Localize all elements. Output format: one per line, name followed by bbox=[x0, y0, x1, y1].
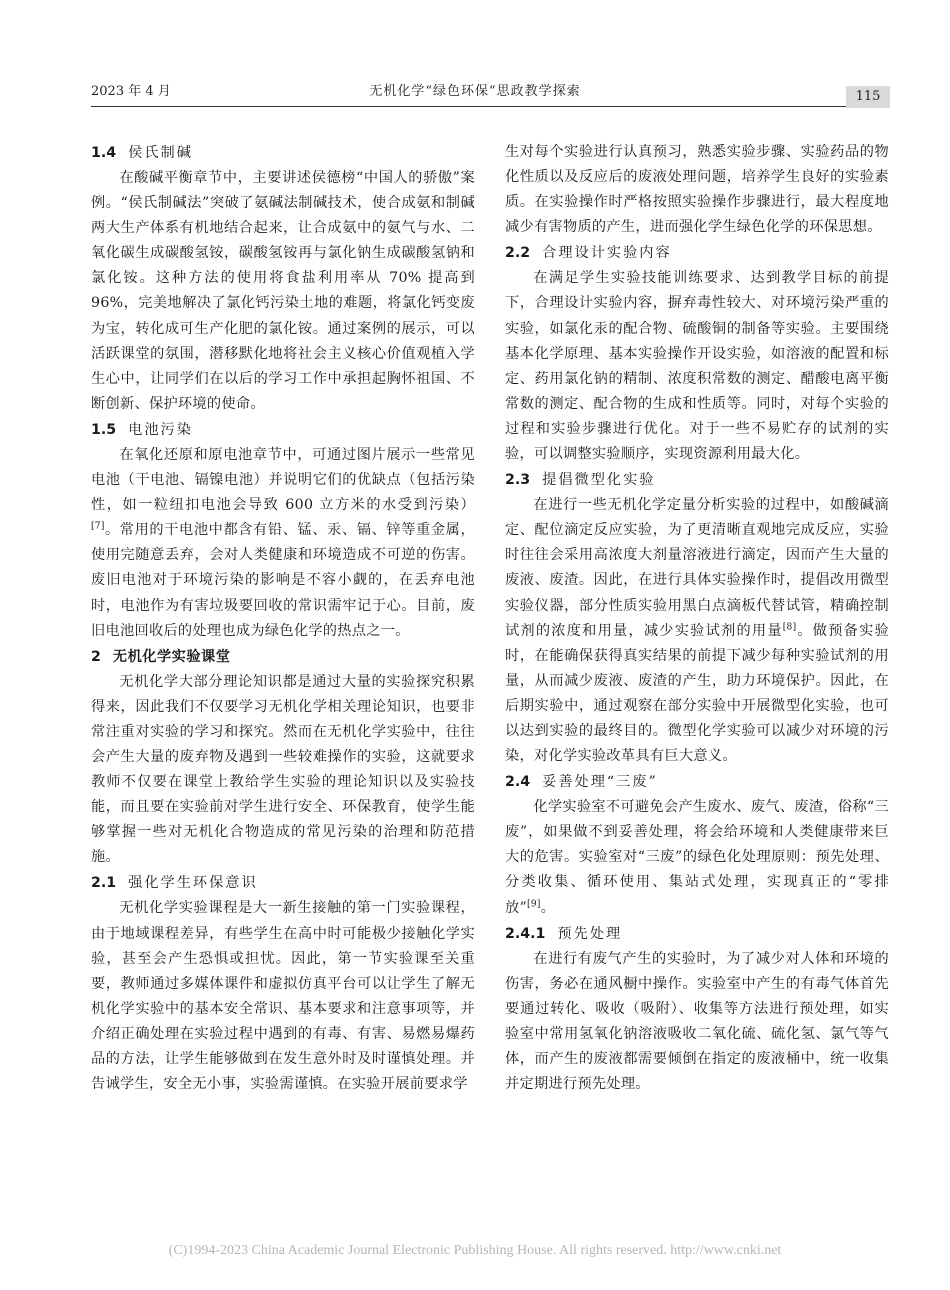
paragraph-2-1-continued: 生对每个实验进行认真预习，熟悉实验步骤、实验药品的物化性质以及反应后的废液处理问题，培养学生良好的实验素质。在实验操作时严格按照实验操作步骤进行，最大程度地减少有害物质的产生，进而强化学生绿色化学的环保思想。 bbox=[505, 144, 889, 236]
page-header bbox=[0, 0, 950, 110]
header-rule bbox=[91, 106, 846, 107]
section-title: 无机化学实验课堂 bbox=[112, 648, 231, 665]
copyright-footer: (C)1994-2023 China Academic Journal Electronic Publishing House. All rights reserved. http://www.cnki.net bbox=[168, 1243, 782, 1258]
section-heading-1-5 bbox=[91, 417, 475, 443]
section-number: 2.4.1 bbox=[505, 925, 546, 942]
section-number: 2 bbox=[91, 648, 101, 665]
section-number: 1.5 bbox=[91, 421, 117, 438]
paragraph-2-3 bbox=[505, 493, 889, 769]
paragraph-1-4: 在酸碱平衡章节中，主要讲述侯德榜“中国人的骄傲”案例。“侯氏制碱法”突破了氨碱法制碱技术，使合成氨和制碱两大生产体系有机地结合起来，让合成氨中的氨气与水、二氧化碳生成碳酸氢铵，碳酸氢铵再与氯化钠生成碳酸氢钠和氯化铵。这种方法的使用将食盐利用率从 70% 提高到 96%，完美地解决了氯化钙污染土地的难题，将氯化钙变废为宝，转化成可生产化肥的氯化铵。通过案例的展示，可以活跃课堂的氛围，潜移默化地将社会主义核心价值观植入学生心中，让同学们在以后的学习工作中承担起胸怀祖国、不断创新、保护环境的使命。 bbox=[91, 170, 475, 412]
section-title: 妥善处理“三废” bbox=[542, 774, 658, 791]
section-heading-2-1 bbox=[91, 870, 475, 896]
header-journal-title: 无机化学“绿色环保”思政教学探索 bbox=[369, 84, 581, 99]
header-date: 2023 年 4 月 bbox=[91, 84, 171, 99]
citation-ref: [8] bbox=[782, 621, 797, 632]
paragraph-text: 。做预备实验时，在能确保获得真实结果的前提下减少每种实验试剂的用量，从而减少废液、废渣的产生，助力环境保护。因此，在后期实验中，通过观察在部分实验中开展微型化实验，也可以达到实验的最终目的。微型化学实验可以减少对环境的污染，对化学实验改革具有巨大意义。 bbox=[505, 622, 889, 765]
section-title: 合理设计实验内容 bbox=[542, 245, 672, 262]
paragraph-2-4 bbox=[505, 795, 889, 920]
right-column bbox=[505, 140, 889, 1097]
paragraph-2-4-1: 在进行有废气产生的实验时，为了减少对人体和环境的伤害，务必在通风橱中操作。实验室中产生的有毒气体首先要通过转化、吸收（吸附）、收集等方法进行预处理，如实验室中常用氢氧化钠溶液吸收二氧化硫、硫化氢、氯气等气体，而产生的废液都需要倾倒在指定的废液桶中，统一收集并定期进行预先处理。 bbox=[505, 950, 889, 1093]
paragraph-text: 。 bbox=[540, 899, 556, 916]
section-number: 1.4 bbox=[91, 145, 117, 161]
section-heading-2-4 bbox=[505, 769, 889, 795]
paragraph-text: 化学实验室不可避免会产生废水、废气、废渣，俗称“三废”，如果做不到妥善处理，将会给环境和人类健康带来巨大的危害。实验室对“三废”的绿色化处理原则：预先处理、分类收集、循环使用、集站式处理，实现真正的“零排放” bbox=[505, 799, 889, 916]
section-heading-2 bbox=[91, 644, 475, 670]
page-number: 115 bbox=[846, 86, 890, 108]
section-number: 2.3 bbox=[505, 472, 531, 489]
section-number: 2.4 bbox=[505, 774, 531, 791]
paragraph-2: 无机化学大部分理论知识都是通过大量的实验探究积累得来，因此我们不仅要学习无机化学相关理论知识，也要非常注重对实验的学习和探究。然而在无机化学实验中，往往会产生大量的废弃物及遇到一些较难操作的实验，这就要求教师不仅要在课堂上教给学生实验的理论知识以及实验技能，而且要在实验前对学生进行安全、环保教育，使学生能够掌握一些对无机化合物造成的常见污染的治理和防范措施。 bbox=[91, 673, 475, 866]
section-title: 强化学生环保意识 bbox=[128, 875, 258, 892]
paragraph-text: 。常用的干电池中都含有铅、锰、汞、镉、锌等重金属，使用完随意丢弃，会对人类健康和环境造成不可逆的伤害。废旧电池对于环境污染的影响是不容小觑的，在丢弃电池时，电池作为有害垃圾要回收的常识需牢记于心。目前，废旧电池回收后的处理也成为绿色化学的热点之一。 bbox=[91, 522, 475, 639]
section-title: 提倡微型化实验 bbox=[542, 472, 656, 489]
left-column bbox=[91, 140, 475, 1097]
section-number: 2.2 bbox=[505, 245, 531, 262]
paragraph-2-2: 在满足学生实验技能训练要求、达到教学目标的前提下，合理设计实验内容，摒弃毒性较大、对环境污染严重的实验，如氯化汞的配合物、硫酸铜的制备等实验。主要围绕基本化学原理、基本实验操作开设实验，如溶液的配置和标定、药用氯化钠的精制、浓度积常数的测定、醋酸电离平衡常数的测定、配合物的生成和性质等。同时，对每个实验的过程和实验步骤进行优化。对于一些不易贮存的试剂的实验，可以调整实验顺序，实现资源利用最大化。 bbox=[505, 270, 889, 463]
section-title: 预先处理 bbox=[557, 925, 623, 942]
section-heading-2-2 bbox=[505, 240, 889, 266]
citation-ref: [7] bbox=[91, 521, 105, 532]
section-heading-2-3 bbox=[505, 467, 889, 493]
paragraph-text: 在氧化还原和原电池章节中，可通过图片展示一些常见电池（干电池、镉镍电池）并说明它们的优缺点（包括污染性，如一粒纽扣电池会导致 600 立方米的水受到污染） bbox=[91, 446, 475, 514]
paragraph-2-1: 无机化学实验课程是大一新生接触的第一门实验课程，由于地域课程差异，有些学生在高中时可能极少接触化学实验，甚至会产生恐惧或担忧。因此，第一节实验课至关重要，教师通过多媒体课件和虚拟仿真平台可以让学生了解无机化学实验中的基本安全常识、基本要求和注意事项等，并介绍正确处理在实验过程中遇到的有毒、有害、易燃易爆药品的方法，让学生能够做到在发生意外时及时谨慎处理。并告诫学生，安全无小事，实验需谨慎。在实验开展前要求学 bbox=[91, 900, 475, 1093]
section-heading-2-4-1 bbox=[505, 921, 889, 947]
section-title: 侯氏制碱 bbox=[128, 145, 193, 161]
section-heading-1-4 bbox=[91, 140, 475, 166]
paragraph-text: 在进行一些无机化学定量分析实验的过程中，如酸碱滴定、配位滴定反应实验，为了更清晰直观地完成反应，实验时往往会采用高浓度大剂量溶液进行滴定，因而产生大量的废液、废渣。因此，在进行具体实验操作时，提倡改用微型实验仪器，部分性质实验用黑白点滴板代替试管，精确控制试剂的浓度和用量，减少实验试剂的用量 bbox=[505, 497, 889, 639]
section-title: 电池污染 bbox=[128, 421, 193, 438]
section-number: 2.1 bbox=[91, 875, 117, 892]
paragraph-1-5 bbox=[91, 443, 475, 644]
citation-ref: [9] bbox=[527, 898, 541, 909]
